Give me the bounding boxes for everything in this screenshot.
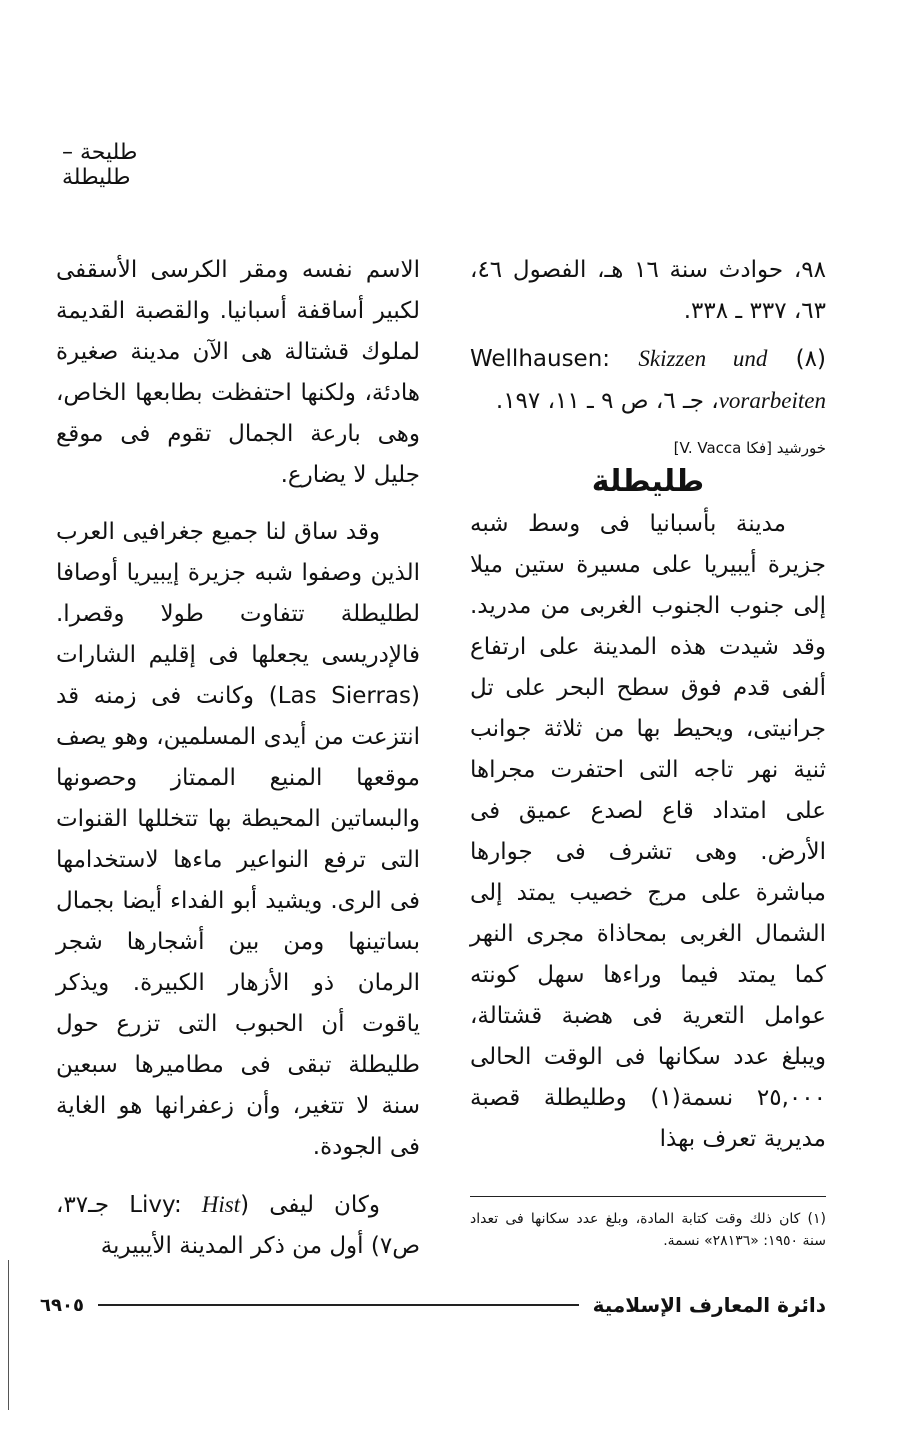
article-title: طليطلة bbox=[591, 464, 705, 499]
page-number: ٦٩٠٥ bbox=[40, 1294, 84, 1316]
livy-ref-suffix: جـ٣٧، ص٧) أول من ذكر المدينة الأيبيرية bbox=[56, 1192, 420, 1259]
reference-note-8-prefix: (٨) Wellhausen: bbox=[470, 346, 826, 372]
livy-ref-prefix: وكان ليفى (Livy: bbox=[129, 1192, 380, 1218]
reference-note-8 bbox=[470, 338, 826, 422]
author-attribution: خورشيد [فكا V. Vacca] bbox=[673, 439, 826, 457]
page-footer bbox=[40, 1290, 826, 1320]
running-header: طليحة – طليطلة bbox=[62, 140, 138, 190]
scan-margin-line bbox=[8, 1260, 9, 1410]
article-body-left-3 bbox=[56, 1184, 420, 1267]
footnote-divider bbox=[470, 1196, 826, 1197]
footnote: (١) كان ذلك وقت كتابة المادة، وبلغ عدد سكانها فى تعداد سنة ١٩٥٠: «٢٨١٣٦» نسمة. bbox=[470, 1211, 826, 1249]
right-column bbox=[470, 250, 826, 1160]
livy-ref-title: Hist bbox=[201, 1192, 241, 1217]
article-body-left-2: وقد ساق لنا جميع جغرافيى العرب الذين وصفوا شبه جزيرة إيبيريا أوصافا لطليطلة تتفاوت طولا وقصرا. فالإدريسى يجعلها فى إقليم الشارات (Las Sierras) وكانت فى زمنه قد انتزعت من أيدى المسلمين، وهو يصف موقعها المنيع الممتاز وحصونها والبساتين المحيطة بها تتخللها القنوات التى ترفع النواعير ماءها لاستخدامها فى الرى. ويشيد أبو الفداء أيضا بجمال بساتينها ومن بين أشجارها شجر الرمان ذو الأزهار الكبيرة. ويذكر ياقوت أن الحبوب التى تزرع حول طليطلة تبقى فى مطاميرها سبعين سنة لا تتغير، وأن زعفرانها هو الغاية فى الجودة. bbox=[56, 519, 420, 1160]
reference-continuation: ٩٨، حوادث سنة ١٦ هـ، الفصول ٤٦، ٦٣، ٣٣٧ ـ ٣٣٨. bbox=[470, 257, 826, 324]
article-body-left-1: الاسم نفسه ومقر الكرسى الأسقفى لكبير أساقفة أسبانيا. والقصبة القديمة لملوك قشتالة هى الآن مدينة صغيرة هادئة، ولكنها احتفظت بطابعها الخاص، وهى بارعة الجمال تقوم فى موقع جليل لا يضارع. bbox=[56, 257, 420, 488]
encyclopedia-name: دائرة المعارف الإسلامية bbox=[592, 1293, 826, 1317]
article-body-right: مدينة بأسبانيا فى وسط شبه جزيرة أيبيريا على مسيرة ستين ميلا إلى جنوب الجنوب الغربى من مدريد. وقد شيدت هذه المدينة على ارتفاع ألفى قدم فوق سطح البحر على تل جرانيتى، ويحيط بها من ثلاثة جوانب ثنية نهر تاجه التى احتفرت مجراها على امتداد قاع لصدع عميق فى الأرض. وهى تشرف فى جوارها مباشرة على مرج خصيب يمتد إلى الشمال الغربى بمحاذاة مجرى النهر كما يمتد فيما وراءها سهل كونته عوامل التعرية فى هضبة قشتالة، ويبلغ عدد سكانها فى الوقت الحالى ٢٥,٠٠٠ نسمة(١) وطليطلة قصبة مديرية تعرف بهذا bbox=[470, 511, 826, 1152]
reference-note-8-suffix: ، جـ ٦، ص ٩ ـ ١١، ١٩٧. bbox=[495, 388, 719, 414]
reference-note-8-title: Skizzen und vorarbeiten bbox=[638, 346, 826, 413]
left-column bbox=[56, 250, 420, 1267]
footer-rule bbox=[98, 1304, 579, 1306]
